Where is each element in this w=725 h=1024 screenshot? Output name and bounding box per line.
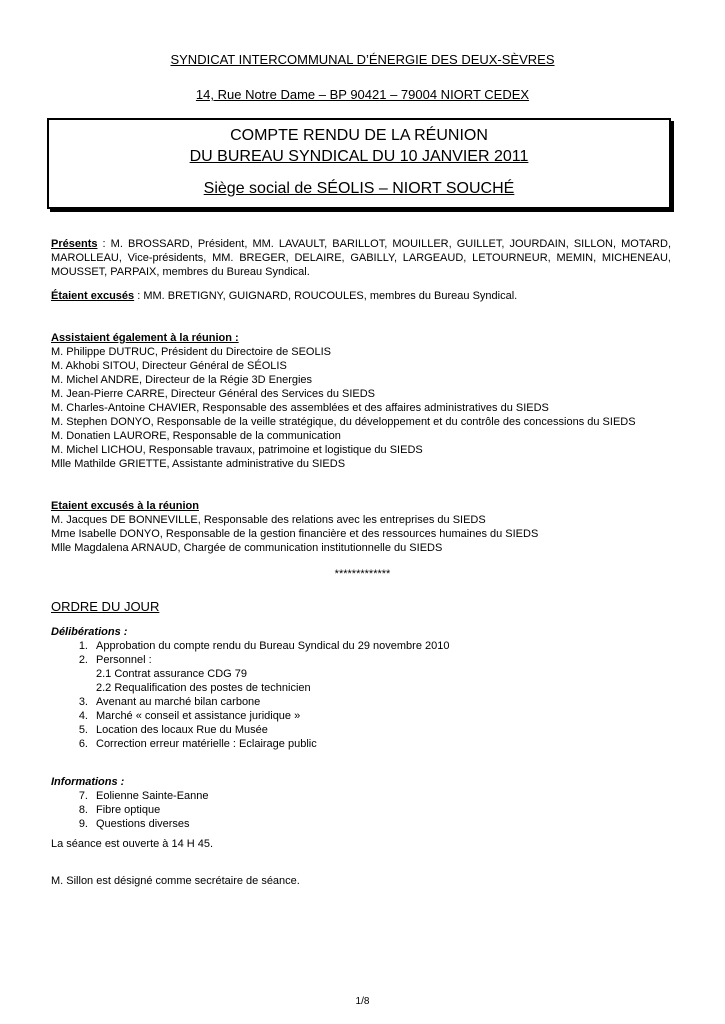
- page-number: 1/8: [355, 996, 370, 1007]
- assistant-line: M. Donatien LAURORE, Responsable de la communication: [51, 430, 341, 442]
- title-box: [47, 118, 671, 209]
- title-line-3: Siège social de SÉOLIS – NIORT SOUCHÉ: [203, 180, 515, 197]
- excused-line: Mlle Magdalena ARNAUD, Chargée de communication institutionnelle du SIEDS: [51, 542, 443, 554]
- info-item: [51, 803, 671, 817]
- agenda-item-text: Correction erreur matérielle : Eclairage public: [96, 738, 317, 750]
- agenda-item-number: 1.: [78, 640, 88, 652]
- assistants-heading: Assistaient également à la réunion :: [51, 332, 239, 344]
- assistant-line: Mlle Mathilde GRIETTE, Assistante administrative du SIEDS: [51, 458, 346, 470]
- excuses-label: Étaient excusés: [51, 290, 135, 302]
- assistant-line: M. Jean-Pierre CARRE, Directeur Général des Services du SIEDS: [51, 388, 376, 400]
- assistant-line: M. Stephen DONYO, Responsable de la veille stratégique, du développement et du contrôle des concessions du SIEDS: [51, 416, 636, 428]
- presents-paragraph: [51, 237, 671, 279]
- agenda-heading: ORDRE DU JOUR: [51, 599, 160, 614]
- agenda-item-number: 5.: [78, 724, 88, 736]
- agenda-item-text: Marché « conseil et assistance juridique »: [96, 710, 301, 722]
- deliberations-heading: Délibérations :: [51, 626, 128, 638]
- excused-line: M. Jacques DE BONNEVILLE, Responsable des relations avec les entreprises du SIEDS: [51, 514, 486, 526]
- agenda-subitem: 2.1 Contrat assurance CDG 79: [96, 668, 248, 680]
- assistant-line: M. Michel ANDRE, Directeur de la Régie 3D Energies: [51, 374, 313, 386]
- excuses-paragraph: [51, 289, 671, 303]
- presents-label: Présents: [51, 238, 98, 250]
- excused-meeting-section: [51, 499, 671, 555]
- agenda-item: [51, 737, 671, 751]
- title-line-1: COMPTE RENDU DE LA RÉUNION: [230, 127, 488, 144]
- title-line-2: DU BUREAU SYNDICAL DU 10 JANVIER 2011: [189, 148, 529, 165]
- separator: *************: [334, 568, 391, 580]
- assistant-line: M. Akhobi SITOU, Directeur Général de SÉOLIS: [51, 360, 287, 372]
- info-item-number: 8.: [78, 804, 88, 816]
- agenda-item-number: 3.: [78, 696, 88, 708]
- agenda-item-number: 2.: [78, 654, 88, 666]
- agenda-item: [51, 639, 671, 653]
- agenda-item: [51, 653, 671, 667]
- info-item: [51, 817, 671, 831]
- excuses-text: : MM. BRETIGNY, GUIGNARD, ROUCOULES, membres du Bureau Syndical.: [134, 290, 518, 302]
- assistant-line: M. Charles-Antoine CHAVIER, Responsable des assemblées et des affaires administratives du SIEDS: [51, 402, 549, 414]
- agenda-item: [51, 695, 671, 709]
- assistant-line: M. Philippe DUTRUC, Président du Directoire de SEOLIS: [51, 346, 331, 358]
- info-item: [51, 789, 671, 803]
- org-header: SYNDICAT INTERCOMMUNAL D’ÉNERGIE DES DEUX-SÈVRES: [170, 52, 555, 67]
- deliberations-section: [51, 625, 671, 751]
- info-item-text: Questions diverses: [96, 818, 190, 830]
- excused-meeting-heading: Etaient excusés à la réunion: [51, 500, 199, 512]
- assistant-line: M. Michel LICHOU, Responsable travaux, patrimoine et logistique du SIEDS: [51, 444, 423, 456]
- agenda-subitem: 2.2 Requalification des postes de technicien: [96, 682, 311, 694]
- agenda-item: [51, 723, 671, 737]
- org-address: 14, Rue Notre Dame – BP 90421 – 79004 NIORT CEDEX: [195, 87, 530, 102]
- session-opening: La séance est ouverte à 14 H 45.: [51, 838, 214, 850]
- info-item-text: Eolienne Sainte-Eanne: [96, 790, 209, 802]
- informations-heading: Informations :: [51, 776, 125, 788]
- agenda-item: [51, 709, 671, 723]
- agenda-item-number: 4.: [78, 710, 88, 722]
- assistants-section: [51, 331, 671, 471]
- agenda-item-text: Approbation du compte rendu du Bureau Syndical du 29 novembre 2010: [96, 640, 450, 652]
- excused-line: Mme Isabelle DONYO, Responsable de la gestion financière et des ressources humaines du SIEDS: [51, 528, 539, 540]
- agenda-item-text: Location des locaux Rue du Musée: [96, 724, 268, 736]
- informations-section: [51, 775, 671, 831]
- info-item-number: 9.: [78, 818, 88, 830]
- agenda-item-text: Avenant au marché bilan carbone: [96, 696, 261, 708]
- secretary-designation: M. Sillon est désigné comme secrétaire de séance.: [51, 875, 300, 887]
- presents-text: : M. BROSSARD, Président, MM. LAVAULT, BARILLOT, MOUILLER, GUILLET, JOURDAIN, SILLON, MOTARD, MAROLLEAU, Vice-présidents, MM. BREGER, DELAIRE, GABILLY, LARGEAUD, LETOURNEUR, MEMIN, MICHENEAU, MOUSSET, PARPAIX, membres du Bureau Syndical.: [51, 238, 671, 278]
- info-item-number: 7.: [78, 790, 88, 802]
- agenda-item-number: 6.: [78, 738, 88, 750]
- info-item-text: Fibre optique: [96, 804, 161, 816]
- agenda-item-text: Personnel :: [96, 654, 152, 666]
